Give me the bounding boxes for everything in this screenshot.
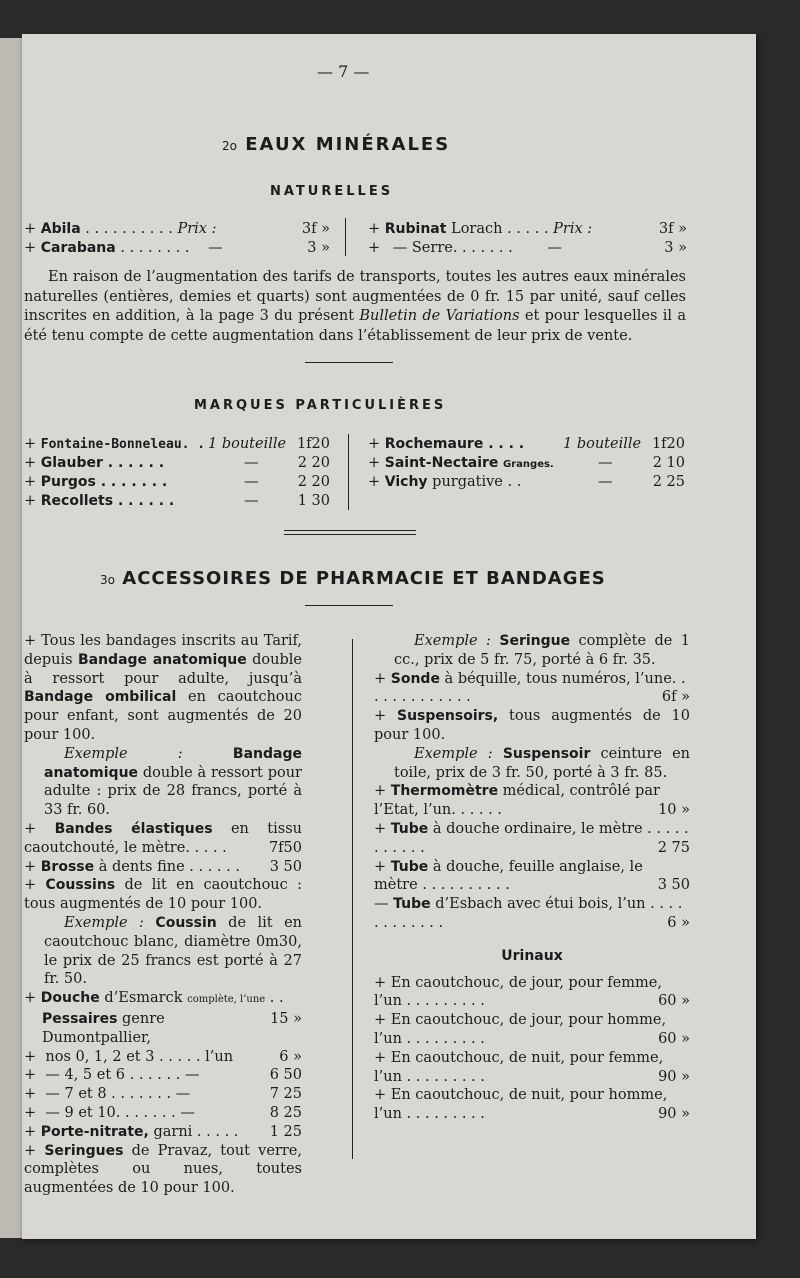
pessaire-row-1: + nos 0, 1, 2 et 3 . . . . . l’un 6 » <box>24 1048 302 1065</box>
entry-porte-nitrate: + Porte-nitrate, garni . . . . . 1 25 <box>24 1123 302 1140</box>
price-recollets: 1 30 <box>297 493 330 509</box>
item-rubinat-serre: + — Serre. . . . . . . — <box>368 240 562 256</box>
urinal-row-2: + En caoutchouc, de jour, pour homme, l’un . . . . . . . . . 60 » <box>374 1012 690 1047</box>
item-saint-nectaire: + Saint-Nectaire Granges. <box>368 455 554 471</box>
entry-tube-esbach: — Tube d’Esbach avec étui bois, l’un . . . . . . . . . . . . 6 » <box>374 896 690 931</box>
subtitle-naturelles: NATURELLES <box>270 184 394 199</box>
entry-thermometre: + Thermomètre médical, contrôlé par l’Etat, l’un. . . . . . 10 » <box>374 783 690 819</box>
price-purgos: 2 20 <box>297 474 330 490</box>
example-suspensoir: Exemple : Suspensoir ceinture en toile, prix de 3 fr. 50, porté à 3 fr. 85. <box>394 745 691 781</box>
entry-tube-anglaise: + Tube à douche, feuille anglaise, le mètre . . . . . . . . . . 3 50 <box>374 858 690 894</box>
price-fontaine: 1f20 <box>296 436 330 452</box>
item-recollets: + Recollets . . . . . . <box>24 493 175 509</box>
entry-seringues: + Seringues de Pravaz, tout verre, complètes ou nues, toutes augmentées de 10 pour 100. <box>24 1142 302 1197</box>
pessaire-row-3: + — 7 et 8 . . . . . . . — 7 25 <box>24 1086 302 1103</box>
example-coussin: Exemple : Coussin de lit en caoutchouc blanc, diamètre 0m30, le prix de 25 francs est porté à 27 fr. 50. <box>44 914 302 988</box>
entry-tube-ordinaire: + Tube à douche ordinaire, le mètre . . . . . . . . . . . 2 75 <box>374 820 690 856</box>
right-column <box>374 632 690 1124</box>
entry-sonde: + Sonde à béquille, tous numéros, l’une. . . . . . . . . . . . . 6f » <box>374 670 690 706</box>
separator-short <box>305 362 393 363</box>
column-divider-section-3 <box>352 639 353 1159</box>
eaux-paragraph: En raison de l’augmentation des tarifs de transports, toutes les autres eaux minérales naturelles (entières, demies et quarts) sont augmentées de 0 fr. 15 par unité, sauf celles inscrites en addition, à la page 3 du présent Bulletin de Variations et pour lesquelles il a été tenu compte de cette augmentation dans l’établissement de leur prix de vente. <box>24 269 686 344</box>
subtitle-marques: MARQUES PARTICULIÈRES <box>194 398 447 413</box>
urinaux-heading: Urinaux <box>501 947 563 964</box>
item-carabana: + Carabana . . . . . . . . — <box>24 240 223 256</box>
price-rubinat-serre: 3 » <box>664 240 687 256</box>
entry-pessaires: Pessaires genre Dumontpallier, <box>42 1010 165 1046</box>
entry-bandages: + Tous les bandages inscrits au Tarif, depuis Bandage anatomique double à ressort pour adulte, jusqu’à Bandage ombilical en caoutchouc pour enfant, sont augmentés de 20 pour 100. <box>24 633 302 743</box>
price-carabana: 3 » <box>307 240 330 256</box>
double-rule-top <box>284 530 416 531</box>
unit-fontaine: 1 bouteille <box>208 436 287 452</box>
price-abila: 3f » <box>301 221 330 237</box>
double-rule-bottom <box>284 534 416 535</box>
unit-recollets: — <box>244 493 259 509</box>
section-2-title: 2o EAUX MINÉRALES <box>222 134 451 155</box>
page-number: — 7 — <box>317 62 370 81</box>
item-rochemaure: + Rochemaure . . . . <box>368 436 525 452</box>
pessaire-row-2: + — 4, 5 et 6 . . . . . . — 6 50 <box>24 1067 302 1084</box>
left-column <box>24 632 302 1198</box>
unit-glauber: — <box>244 455 259 471</box>
entry-brosse: + Brosse à dents fine . . . . . . 3 50 <box>24 858 302 875</box>
example-bandage: Exemple : Bandage anatomique double à ressort pour adulte : prix de 28 francs, porté à 33 fr. 60. <box>44 745 302 819</box>
document-page <box>22 34 756 1239</box>
unit-vichy: — <box>598 474 613 490</box>
item-vichy: + Vichy purgative . . <box>368 474 522 490</box>
example-seringue: Exemple : Seringue complète de 1 cc., prix de 5 fr. 75, porté à 6 fr. 35. <box>394 633 690 668</box>
price-rochemaure: 1f20 <box>651 436 685 452</box>
pessaire-row-4: + — 9 et 10. . . . . . . — 8 25 <box>24 1104 302 1121</box>
unit-purgos: — <box>244 474 259 490</box>
entry-douche: + Douche d’Esmarck complète, l’une . . 15 » <box>24 990 302 1027</box>
unit-rochemaure: 1 bouteille <box>563 436 642 452</box>
item-fontaine-bonneleau: + Fontaine-Bonneleau. . <box>24 436 206 452</box>
urinal-row-1: + En caoutchouc, de jour, pour femme, l’un . . . . . . . . . 60 » <box>374 974 690 1010</box>
item-purgos: + Purgos . . . . . . . <box>24 474 168 490</box>
section-3-title: 3o ACCESSOIRES DE PHARMACIE ET BANDAGES <box>100 568 606 589</box>
entry-suspensoirs: + Suspensoirs, tous augmentés de 10 pour 100. <box>374 708 690 743</box>
unit-saint-nectaire: — <box>598 455 613 471</box>
entry-bandes: + Bandes élastiques en tissu caoutchouté, le mètre. . . . . 7f50 <box>24 820 302 856</box>
column-divider <box>345 218 346 256</box>
price-vichy: 2 25 <box>652 474 685 490</box>
urinal-row-4: + En caoutchouc, de nuit, pour homme, l’un . . . . . . . . . 90 » <box>374 1087 690 1123</box>
column-divider-marques <box>348 434 349 510</box>
price-saint-nectaire: 2 10 <box>652 455 685 471</box>
entry-coussins: + Coussins de lit en caoutchouc : tous augmentés de 10 pour 100. <box>24 877 303 913</box>
separator-section-3 <box>305 605 393 606</box>
item-abila: + Abila . . . . . . . . . . Prix : <box>24 221 217 237</box>
urinal-row-3: + En caoutchouc, de nuit, pour femme, l’un . . . . . . . . . 90 » <box>374 1049 690 1085</box>
item-glauber: + Glauber . . . . . . <box>24 455 165 471</box>
item-rubinat-lorach: + Rubinat Lorach . . . . . Prix : <box>368 221 593 237</box>
price-rubinat-lorach: 3f » <box>658 221 687 237</box>
price-glauber: 2 20 <box>297 455 330 471</box>
